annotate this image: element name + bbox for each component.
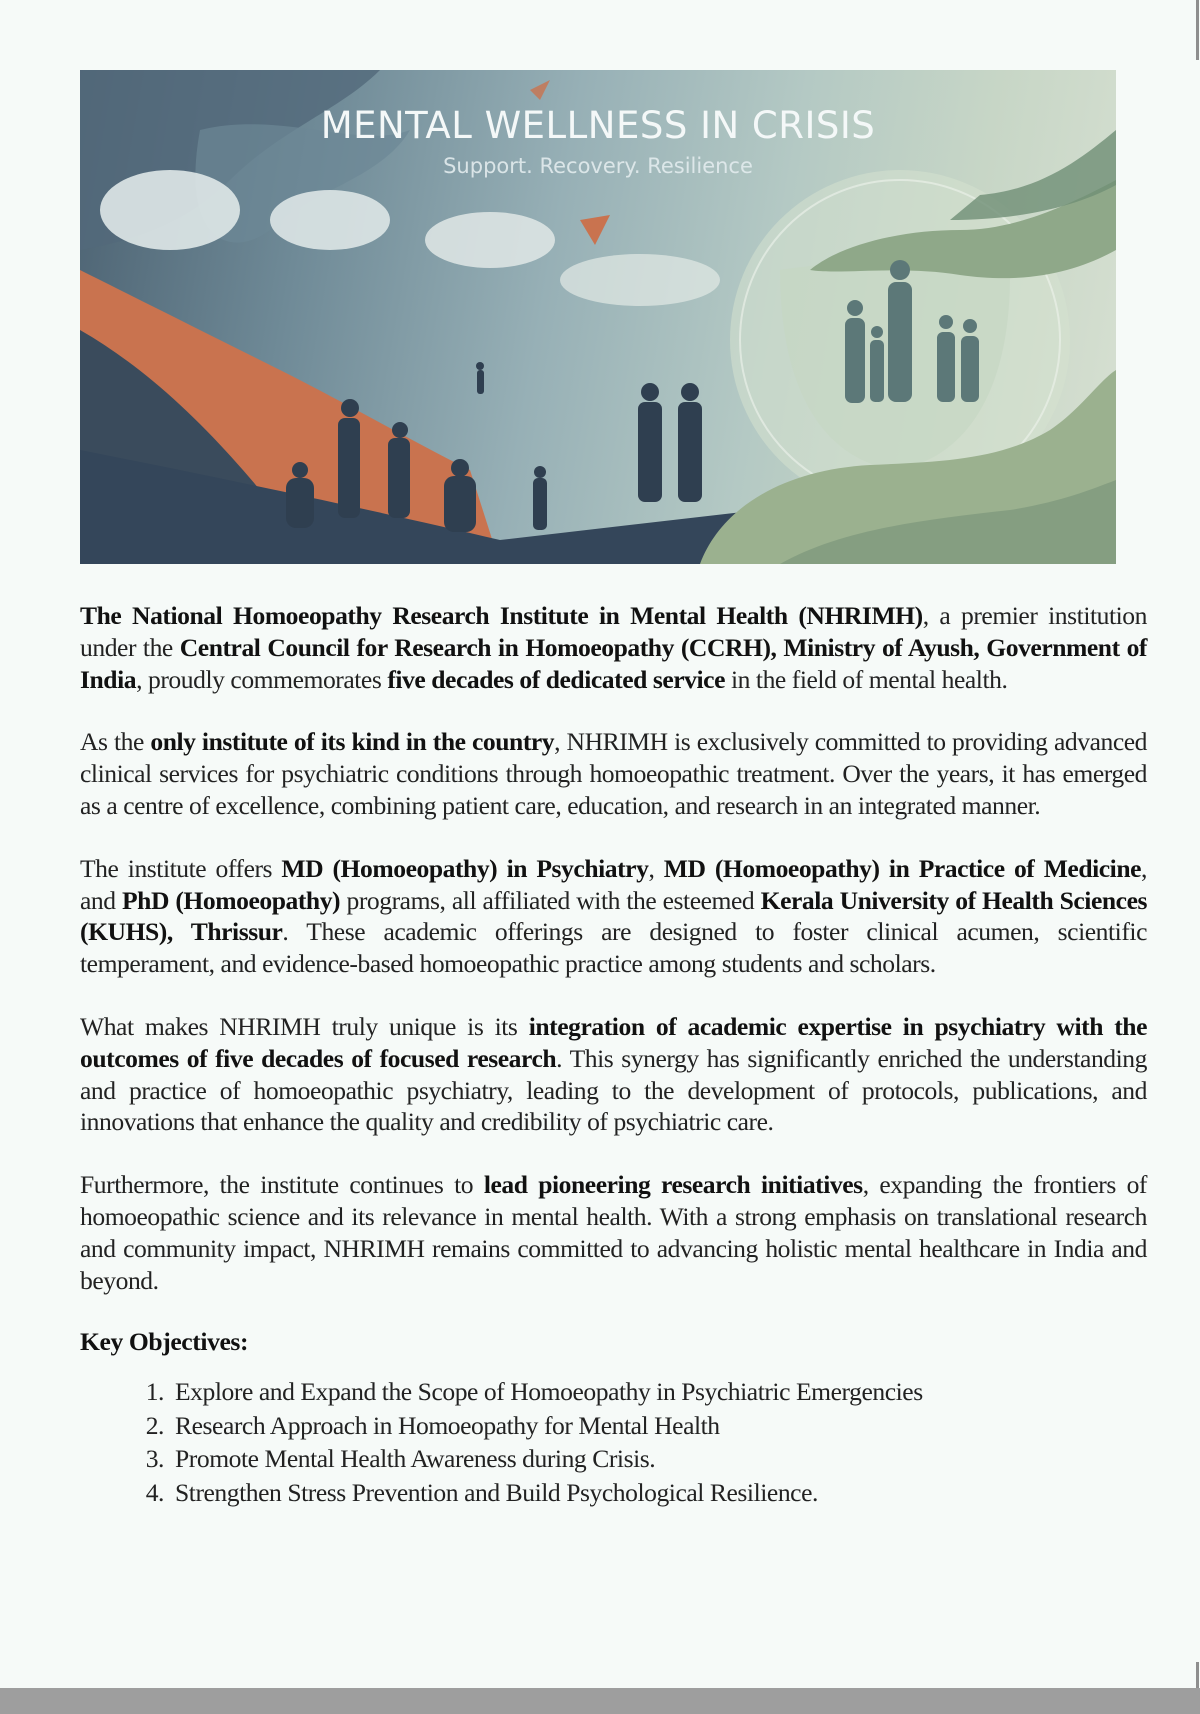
bottom-bar	[0, 1688, 1200, 1714]
bold-text: lead pioneering research initiatives	[483, 1170, 863, 1200]
crisis-silhouettes	[286, 362, 702, 532]
bold-text: MD (Homoeopathy) in Psychiatry	[281, 853, 649, 883]
objectives-list	[80, 1375, 1147, 1509]
debris	[530, 80, 550, 100]
objective-item	[80, 1442, 1147, 1476]
text-run: ,	[648, 853, 664, 883]
objective-number: 2.	[145, 1410, 164, 1440]
objective-number: 4.	[145, 1477, 164, 1507]
cloud	[560, 254, 720, 306]
banner-subtitle: Support. Recovery. Resilience	[443, 154, 753, 178]
text-run: , NHRIMH is exclusively committed to providing advanced clinical services for psychiatric conditions through homoeopathic treatment. Over the years, it has emerged as a centre of excellence, combining patient care, education, and research in an integrated manner.	[80, 727, 1147, 820]
objective-text: Research Approach in Homoeopathy for Mental Health	[175, 1410, 720, 1440]
objective-text: Promote Mental Health Awareness during Crisis.	[175, 1444, 656, 1474]
debris	[580, 215, 610, 245]
cloud	[270, 190, 390, 250]
text-run: . These academic offerings are designed to foster clinical acumen, scientific temperament, and evidence-based homoeopathic practice among students and scholars.	[80, 917, 1147, 979]
text-run: . This synergy has significantly enriched the understanding and practice of homoeopathic psychiatry, leading to the development of protocols, publications, and innovations that enhance the quality and credibility of psychiatric care.	[80, 1043, 1147, 1137]
scrollbar-edge	[1196, 0, 1199, 60]
text-run: , a premier institution under the	[80, 601, 1148, 662]
banner-image	[80, 70, 1116, 564]
cloud	[100, 170, 240, 250]
paragraph	[80, 853, 1147, 980]
bold-text: only institute of its kind in the country	[150, 727, 555, 757]
bold-text: five decades of dedicated service	[387, 664, 725, 694]
text-run: , and	[80, 853, 1147, 915]
banner-title: MENTAL WELLNESS IN CRISIS	[320, 104, 876, 147]
objective-item	[80, 1409, 1147, 1443]
paragraphs	[80, 600, 1147, 1296]
objectives-heading: Key Objectives:	[80, 1327, 249, 1357]
objective-item	[80, 1476, 1147, 1510]
bold-text: MD (Homoeopathy) in Practice of Medicine	[663, 853, 1142, 883]
objective-text: Strengthen Stress Prevention and Build Psychological Resilience.	[175, 1477, 818, 1507]
text-run: programs, all affiliated with the esteemed	[340, 885, 761, 915]
document-body	[80, 600, 1147, 1509]
bold-text: Kerala University of Health Sciences (KUHS), Thrissur	[80, 885, 1147, 947]
paragraph	[80, 600, 1147, 695]
paragraph	[80, 1011, 1147, 1138]
bold-text: Central Council for Research in Homoeopathy (CCRH), Ministry of Ayush, Government of India	[80, 632, 1147, 694]
text-run: , expanding the frontiers of homoeopathic science and its relevance in mental health. With a strong emphasis on translational research and community impact, NHRIMH remains committed to advancing holistic mental healthcare in India and beyond.	[80, 1170, 1147, 1295]
bold-text: The National Homoeopathy Research Institute in Mental Health (NHRIMH)	[80, 601, 923, 630]
objective-text: Explore and Expand the Scope of Homoeopathy in Psychiatric Emergencies	[175, 1377, 923, 1407]
text-run: Furthermore, the institute continues to	[80, 1170, 484, 1200]
objective-item	[80, 1375, 1147, 1409]
cloud	[425, 212, 555, 268]
objective-number: 3.	[145, 1444, 164, 1474]
text-run: in the field of mental health.	[725, 664, 1008, 694]
paragraph	[80, 1169, 1147, 1296]
bold-text: integration of academic expertise in psychiatry with the outcomes of five decades of focused research	[80, 1011, 1147, 1073]
text-run: , proudly commemorates	[136, 664, 388, 694]
text-run: The institute offers	[80, 853, 282, 883]
bold-text: PhD (Homoeopathy)	[121, 885, 341, 915]
objective-number: 1.	[145, 1377, 164, 1407]
text-run: As the	[80, 727, 151, 757]
paragraph	[80, 726, 1147, 821]
text-run: What makes NHRIMH truly unique is its	[80, 1011, 529, 1041]
scrollbar-edge-bottom	[1196, 1662, 1199, 1690]
